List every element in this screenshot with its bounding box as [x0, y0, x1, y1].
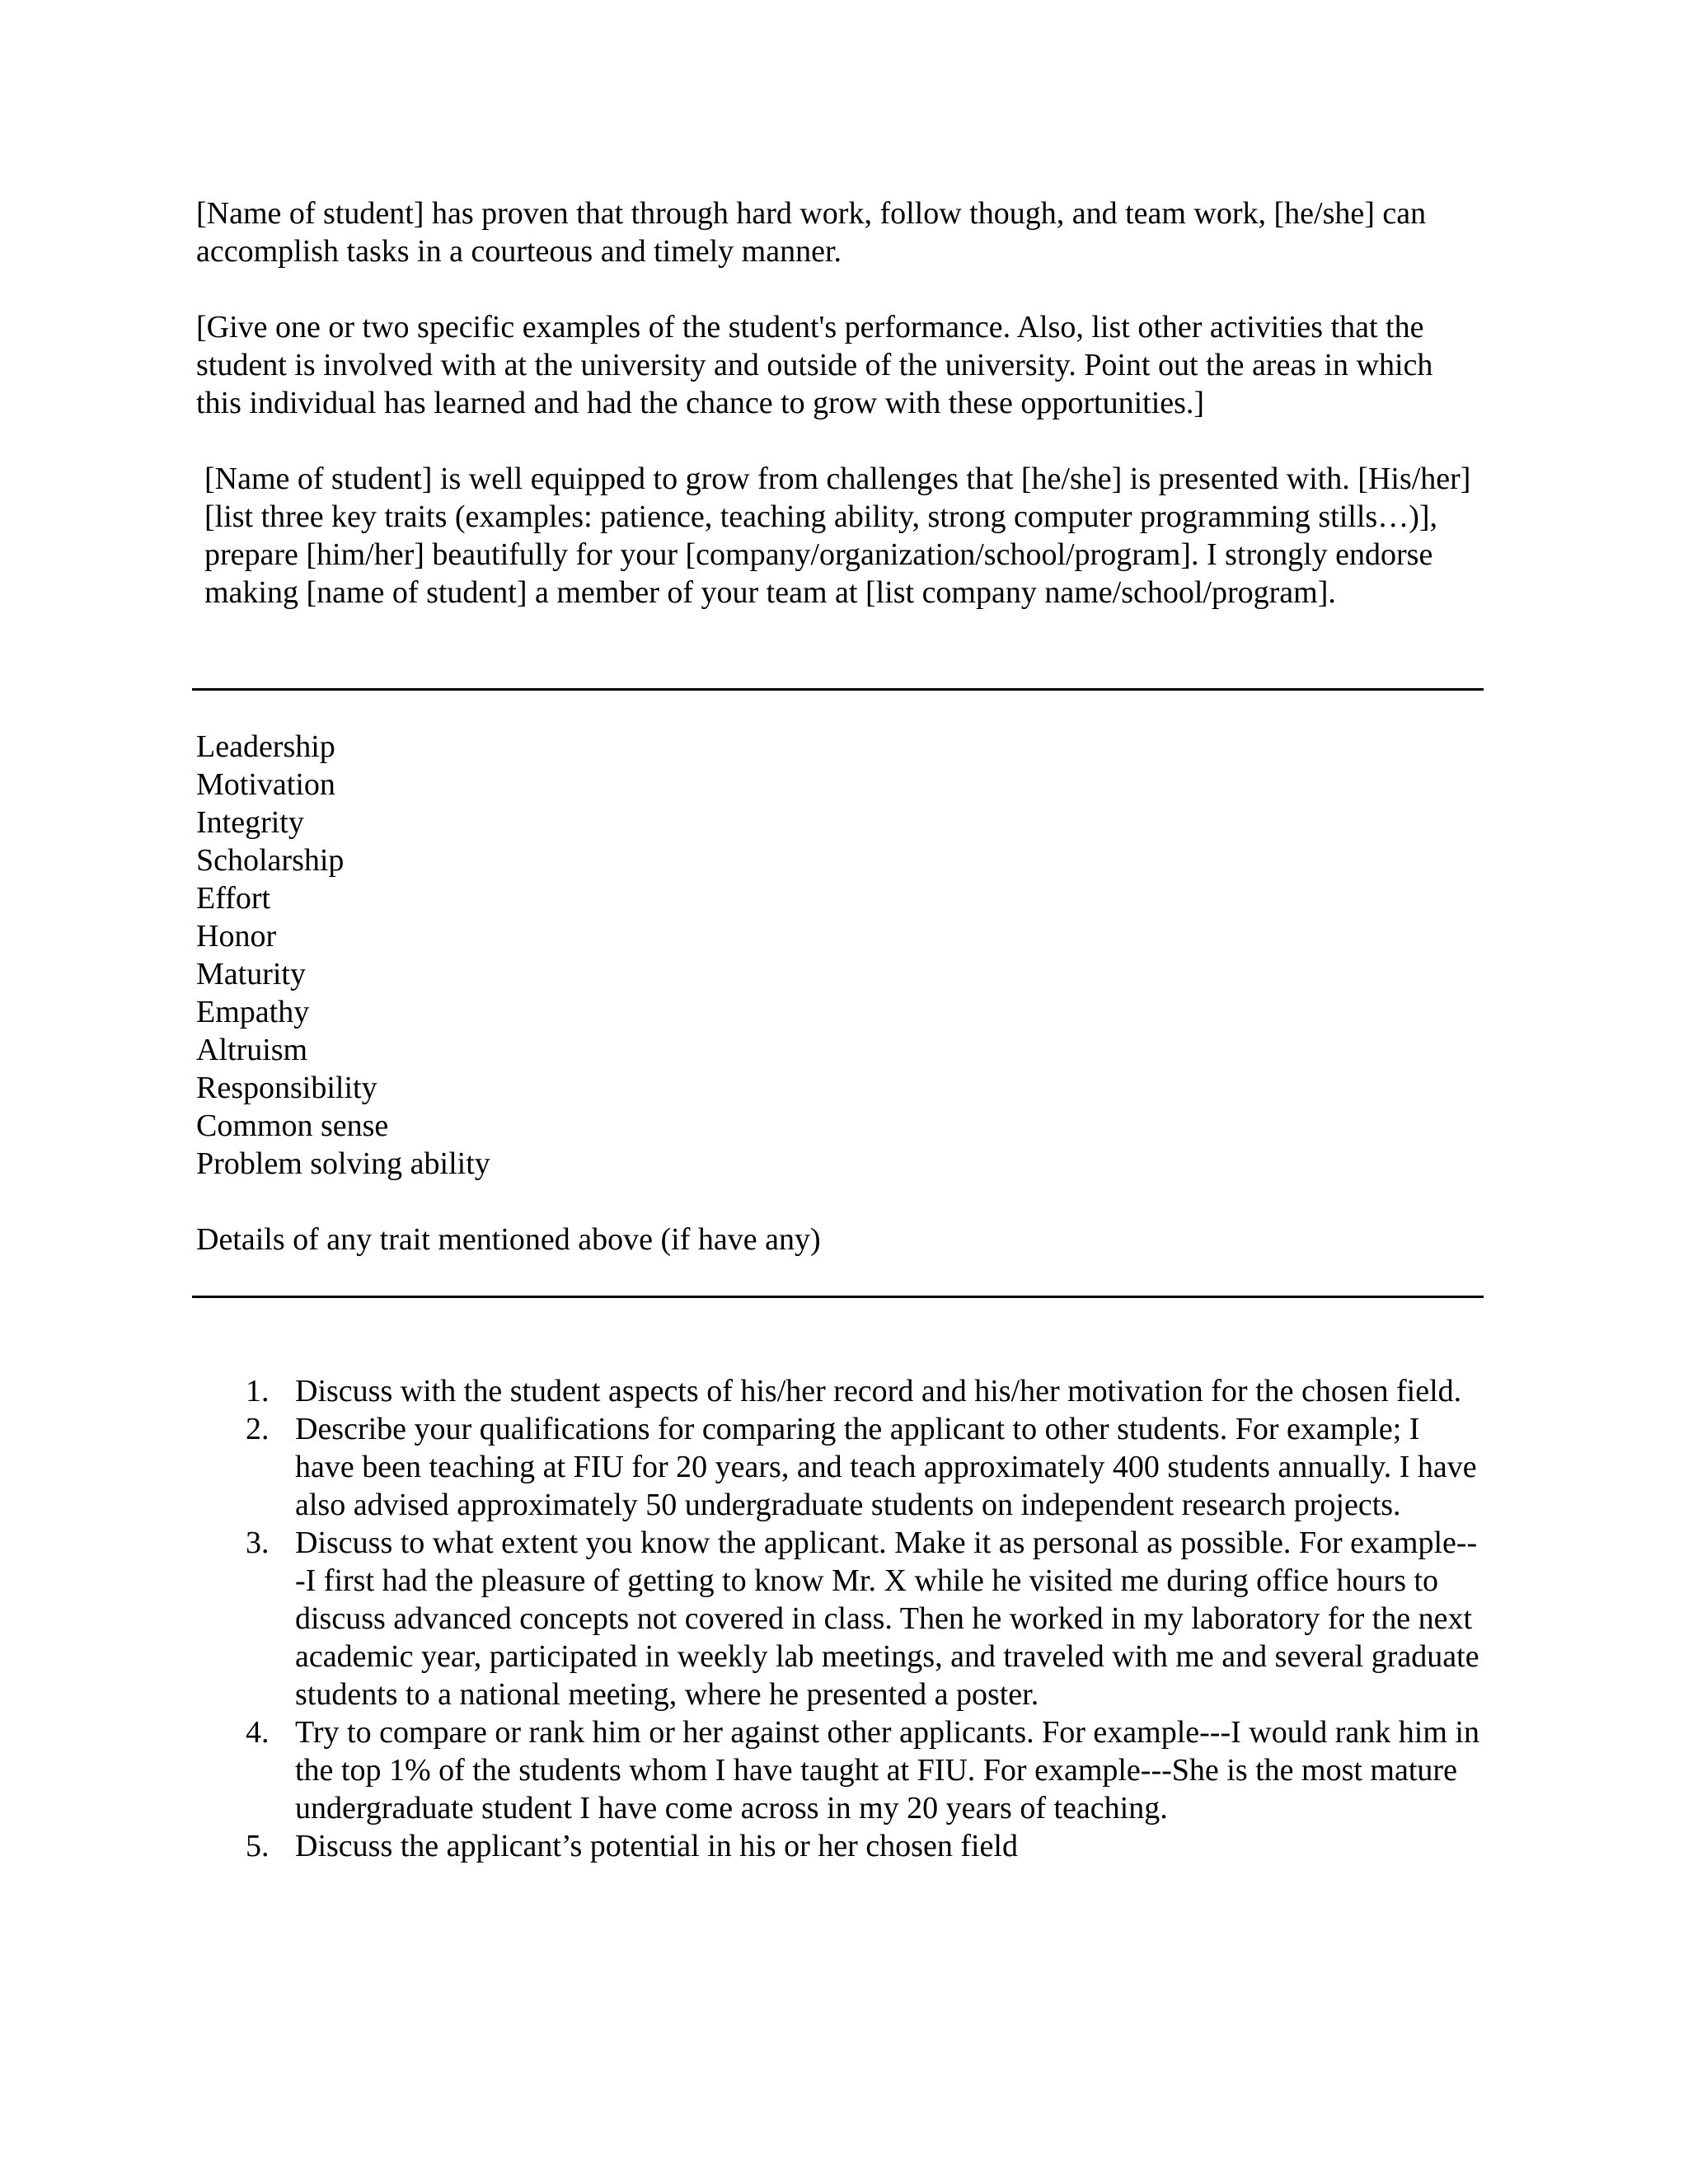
list-item — [196, 1372, 1482, 1410]
trait-item: Effort — [196, 881, 271, 916]
list-item-number: 3. — [246, 1526, 270, 1560]
trait-item: Empathy — [196, 995, 310, 1029]
list-item — [196, 1524, 1482, 1713]
letter-paragraph-2: [Give one or two specific examples of the student's performance. Also, list other activities that the student is involved with at the university and outside of the university. Point out the areas in which this individual has learned and had the chance to grow with these opportunities.] — [196, 310, 1433, 420]
letter-paragraph-3: [Name of student] is well equipped to grow from challenges that [he/she] is presented with. [His/her] [list three key traits (examples: patience, teaching ability, strong computer programming stills…)], prepare [him/her] beautifully for your [company/organization/school/program]. I strongly endorse making [name of student] a member of your team at [list company name/school/program]. — [204, 462, 1471, 610]
trait-item: Leadership — [196, 729, 335, 764]
list-item-text: Describe your qualifications for comparing the applicant to other students. For example; I have been teaching at FIU for 20 years, and teach approximately 400 students annually. I have also advised approximately 50 undergraduate students on independent research projects. — [295, 1412, 1477, 1522]
list-item-text: Discuss with the student aspects of his/her record and his/her motivation for the chosen field. — [295, 1374, 1462, 1408]
divider-line-2 — [192, 1296, 1484, 1298]
list-item-text: Discuss the applicant’s potential in his or her chosen field — [295, 1829, 1018, 1863]
guidelines-list — [196, 1372, 1482, 1865]
list-item-number: 4. — [246, 1715, 270, 1750]
list-item-number: 2. — [246, 1412, 270, 1446]
trait-item: Altruism — [196, 1033, 308, 1067]
trait-item: Responsibility — [196, 1071, 377, 1105]
list-item-text: Try to compare or rank him or her against other applicants. For example---I would rank him in the top 1% of the students whom I have taught at FIU. For example---She is the most mature undergraduate student I have come across in my 20 years of teaching. — [295, 1715, 1479, 1825]
trait-item: Scholarship — [196, 843, 345, 878]
list-item — [196, 1827, 1482, 1865]
divider-line-1 — [192, 688, 1484, 691]
traits-details-prompt: Details of any trait mentioned above (if have any) — [196, 1222, 821, 1257]
trait-item: Honor — [196, 919, 277, 954]
letter-paragraph-1: [Name of student] has proven that through hard work, follow though, and team work, [he/she] can accomplish tasks in a courteous and timely manner. — [196, 196, 1427, 269]
trait-item: Maturity — [196, 957, 306, 991]
letter-body — [196, 194, 1482, 612]
list-item-text: Discuss to what extent you know the applicant. Make it as personal as possible. For example---I first had the pleasure of getting to know Mr. X while he visited me during office hours to discuss advanced concepts not covered in class. Then he worked in my laboratory for the next academic year, participated in weekly lab meetings, and traveled with me and several graduate students to a national meeting, where he presented a poster. — [295, 1526, 1479, 1712]
trait-item: Common sense — [196, 1108, 389, 1143]
trait-item: Problem solving ability — [196, 1146, 490, 1181]
traits-section — [196, 728, 1482, 1258]
trait-item: Motivation — [196, 767, 335, 802]
list-item — [196, 1410, 1482, 1524]
list-item-number: 1. — [246, 1374, 270, 1408]
list-item — [196, 1713, 1482, 1827]
list-item-number: 5. — [246, 1829, 270, 1863]
trait-item: Integrity — [196, 805, 304, 840]
